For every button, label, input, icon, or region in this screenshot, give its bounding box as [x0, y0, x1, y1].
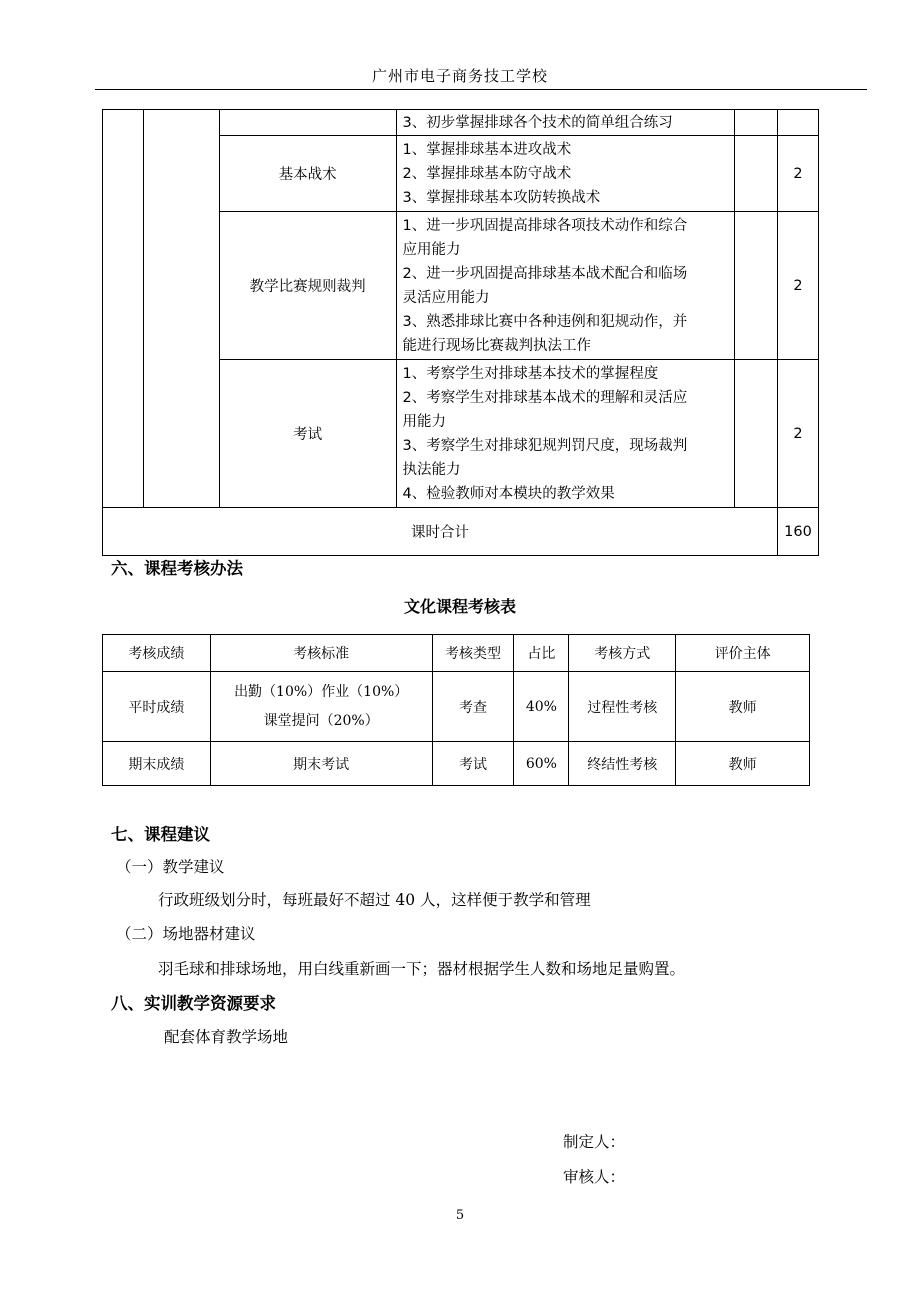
total-row	[103, 508, 819, 556]
method-cell: 终结性考核	[569, 742, 676, 786]
section-7-title: 七、课程建议	[111, 825, 210, 844]
section-6-title: 六、课程考核办法	[111, 559, 243, 578]
header-ratio: 占比	[514, 635, 569, 672]
empty-cell	[735, 136, 778, 212]
empty-cell	[735, 110, 778, 136]
topic-cell: 教学比赛规则裁判	[219, 212, 396, 360]
module-name-cell	[143, 110, 219, 508]
standard-cell: 期末考试	[210, 742, 432, 786]
header-divider	[95, 89, 867, 90]
hours-cell: 2	[777, 212, 818, 360]
grade-cell: 平时成绩	[103, 672, 211, 742]
type-cell: 考试	[432, 742, 514, 786]
content-cell: 1、考察学生对排球基本技术的掌握程度 2、考察学生对排球基本战术的理解和灵活应 用能力 3、考察学生对排球犯规判罚尺度，现场裁判 执法能力 4、检验教师对本模块的教学效果	[396, 360, 735, 508]
venue-suggestion-text: 羽毛球和排球场地，用白线重新画一下；器材根据学生人数和场地足量购置。	[158, 960, 686, 978]
school-header: 广州市电子商务技工学校	[371, 67, 548, 85]
header-grade: 考核成绩	[103, 635, 211, 672]
empty-cell	[735, 360, 778, 508]
hours-cell: 2	[777, 360, 818, 508]
topic-cell: 考试	[219, 360, 396, 508]
teaching-suggestion-text: 行政班级划分时，每班最好不超过 40 人，这样便于教学和管理	[158, 891, 591, 909]
reviewer-signature-label: 审核人：	[563, 1168, 626, 1186]
header-standard: 考核标准	[210, 635, 432, 672]
evaluator-cell: 教师	[676, 742, 810, 786]
method-cell: 过程性考核	[569, 672, 676, 742]
training-resource-text: 配套体育教学场地	[164, 1028, 289, 1046]
table-row	[103, 110, 819, 136]
ratio-cell: 40%	[514, 672, 569, 742]
empty-cell	[735, 212, 778, 360]
module-cell	[103, 110, 144, 508]
hours-cell: 2	[777, 136, 818, 212]
table-row	[103, 742, 810, 786]
grade-cell: 期末成绩	[103, 742, 211, 786]
header-method: 考核方式	[569, 635, 676, 672]
topic-cell: 基本战术	[219, 136, 396, 212]
header-evaluator: 评价主体	[676, 635, 810, 672]
venue-suggestion-heading: （二）场地器材建议	[116, 925, 256, 943]
page-number: 5	[455, 1208, 465, 1223]
ratio-cell: 60%	[514, 742, 569, 786]
table-header-row	[103, 635, 810, 672]
maker-signature-label: 制定人：	[563, 1133, 626, 1151]
content-cell: 3、初步掌握排球各个技术的简单组合练习	[396, 110, 735, 136]
type-cell: 考查	[432, 672, 514, 742]
assessment-table	[102, 634, 810, 786]
teaching-suggestion-heading: （一）教学建议	[116, 858, 225, 876]
course-content-table	[102, 109, 819, 556]
section-8-title: 八、实训教学资源要求	[111, 994, 276, 1013]
table-row	[103, 672, 810, 742]
hours-cell	[777, 110, 818, 136]
standard-cell: 出勤（10%）作业（10%） 课堂提问（20%）	[210, 672, 432, 742]
content-cell: 1、进一步巩固提高排球各项技术动作和综合 应用能力 2、进一步巩固提高排球基本战术配合和临场 灵活应用能力 3、熟悉排球比赛中各种违例和犯规动作，并 能进行现场比赛裁判执法工作	[396, 212, 735, 360]
assessment-table-title: 文化课程考核表	[403, 597, 516, 616]
total-label: 课时合计	[103, 508, 778, 556]
topic-cell	[219, 110, 396, 136]
evaluator-cell: 教师	[676, 672, 810, 742]
total-value: 160	[777, 508, 818, 556]
content-cell: 1、掌握排球基本进攻战术 2、掌握排球基本防守战术 3、掌握排球基本攻防转换战术	[396, 136, 735, 212]
header-type: 考核类型	[432, 635, 514, 672]
